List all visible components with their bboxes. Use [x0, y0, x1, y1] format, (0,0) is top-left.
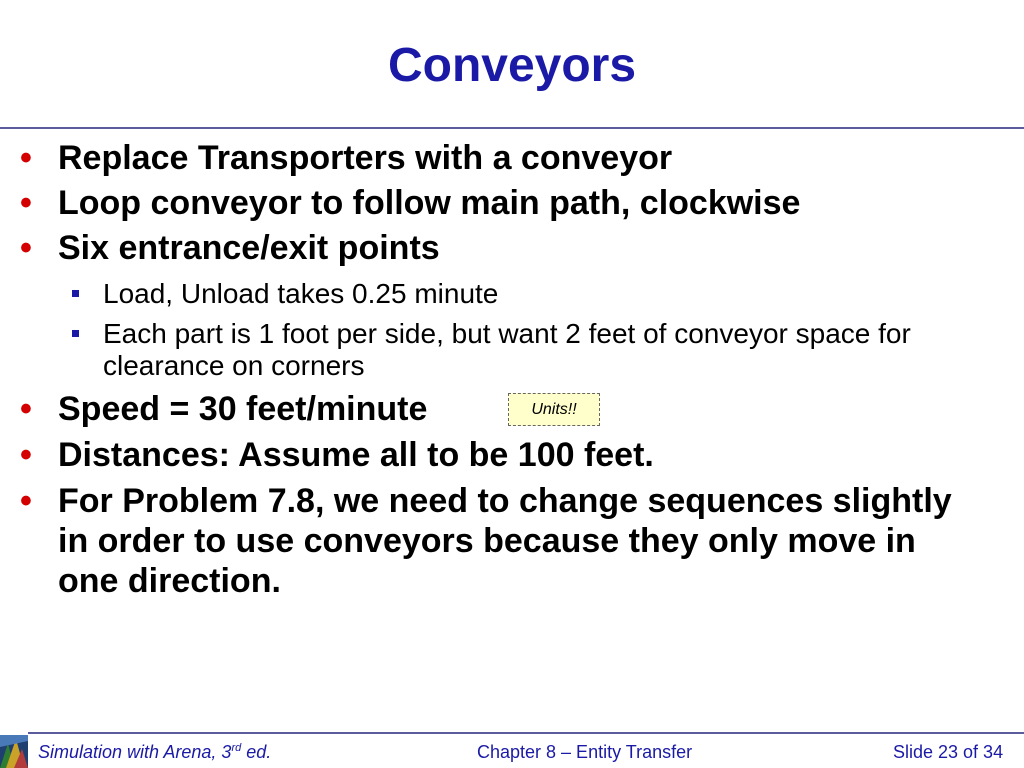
footer-book-title: Simulation with Arena, 3rd ed.: [38, 742, 272, 762]
footer-divider: [28, 732, 1024, 734]
bullet-item: [20, 183, 988, 223]
bullet-item: [20, 228, 988, 268]
footer-chapter: Chapter 8 – Entity Transfer: [477, 742, 693, 762]
bullet-dot-icon: •: [20, 390, 32, 428]
bullet-text: Replace Transporters with a conveyor: [58, 139, 673, 177]
sub-bullet-item: [103, 278, 983, 310]
bullet-text: Distances: Assume all to be 100 feet.: [58, 436, 654, 474]
bullet-dot-icon: •: [20, 436, 32, 474]
bullet-text: Loop conveyor to follow main path, clockwise: [58, 184, 801, 222]
bullet-text: For Problem 7.8, we need to change sequences slightly in order to use conveyors because they only move in one direction.: [58, 482, 952, 600]
bullet-dot-icon: •: [20, 139, 32, 177]
slide-title: Conveyors: [387, 39, 637, 92]
footer-slide-number: Slide 23 of 34: [893, 742, 1004, 762]
bullet-item: [20, 138, 988, 178]
sub-bullet-text: Each part is 1 foot per side, but want 2 feet of conveyor space for clearance on corners: [103, 318, 911, 381]
bullet-dot-icon: •: [20, 482, 32, 520]
sub-bullet-square-icon: [72, 290, 79, 297]
bullet-text: Six entrance/exit points: [58, 229, 440, 267]
bullet-item: [20, 481, 978, 601]
bullet-text: Speed = 30 feet/minute: [58, 390, 428, 428]
units-callout: Units!!: [508, 393, 600, 426]
sub-bullet-square-icon: [72, 330, 79, 337]
arena-logo-icon: [0, 735, 28, 768]
sub-bullet-text: Load, Unload takes 0.25 minute: [103, 278, 499, 309]
bullet-dot-icon: •: [20, 229, 32, 267]
sub-bullet-item: [103, 318, 953, 382]
bullet-dot-icon: •: [20, 184, 32, 222]
bullet-item: [20, 435, 988, 475]
